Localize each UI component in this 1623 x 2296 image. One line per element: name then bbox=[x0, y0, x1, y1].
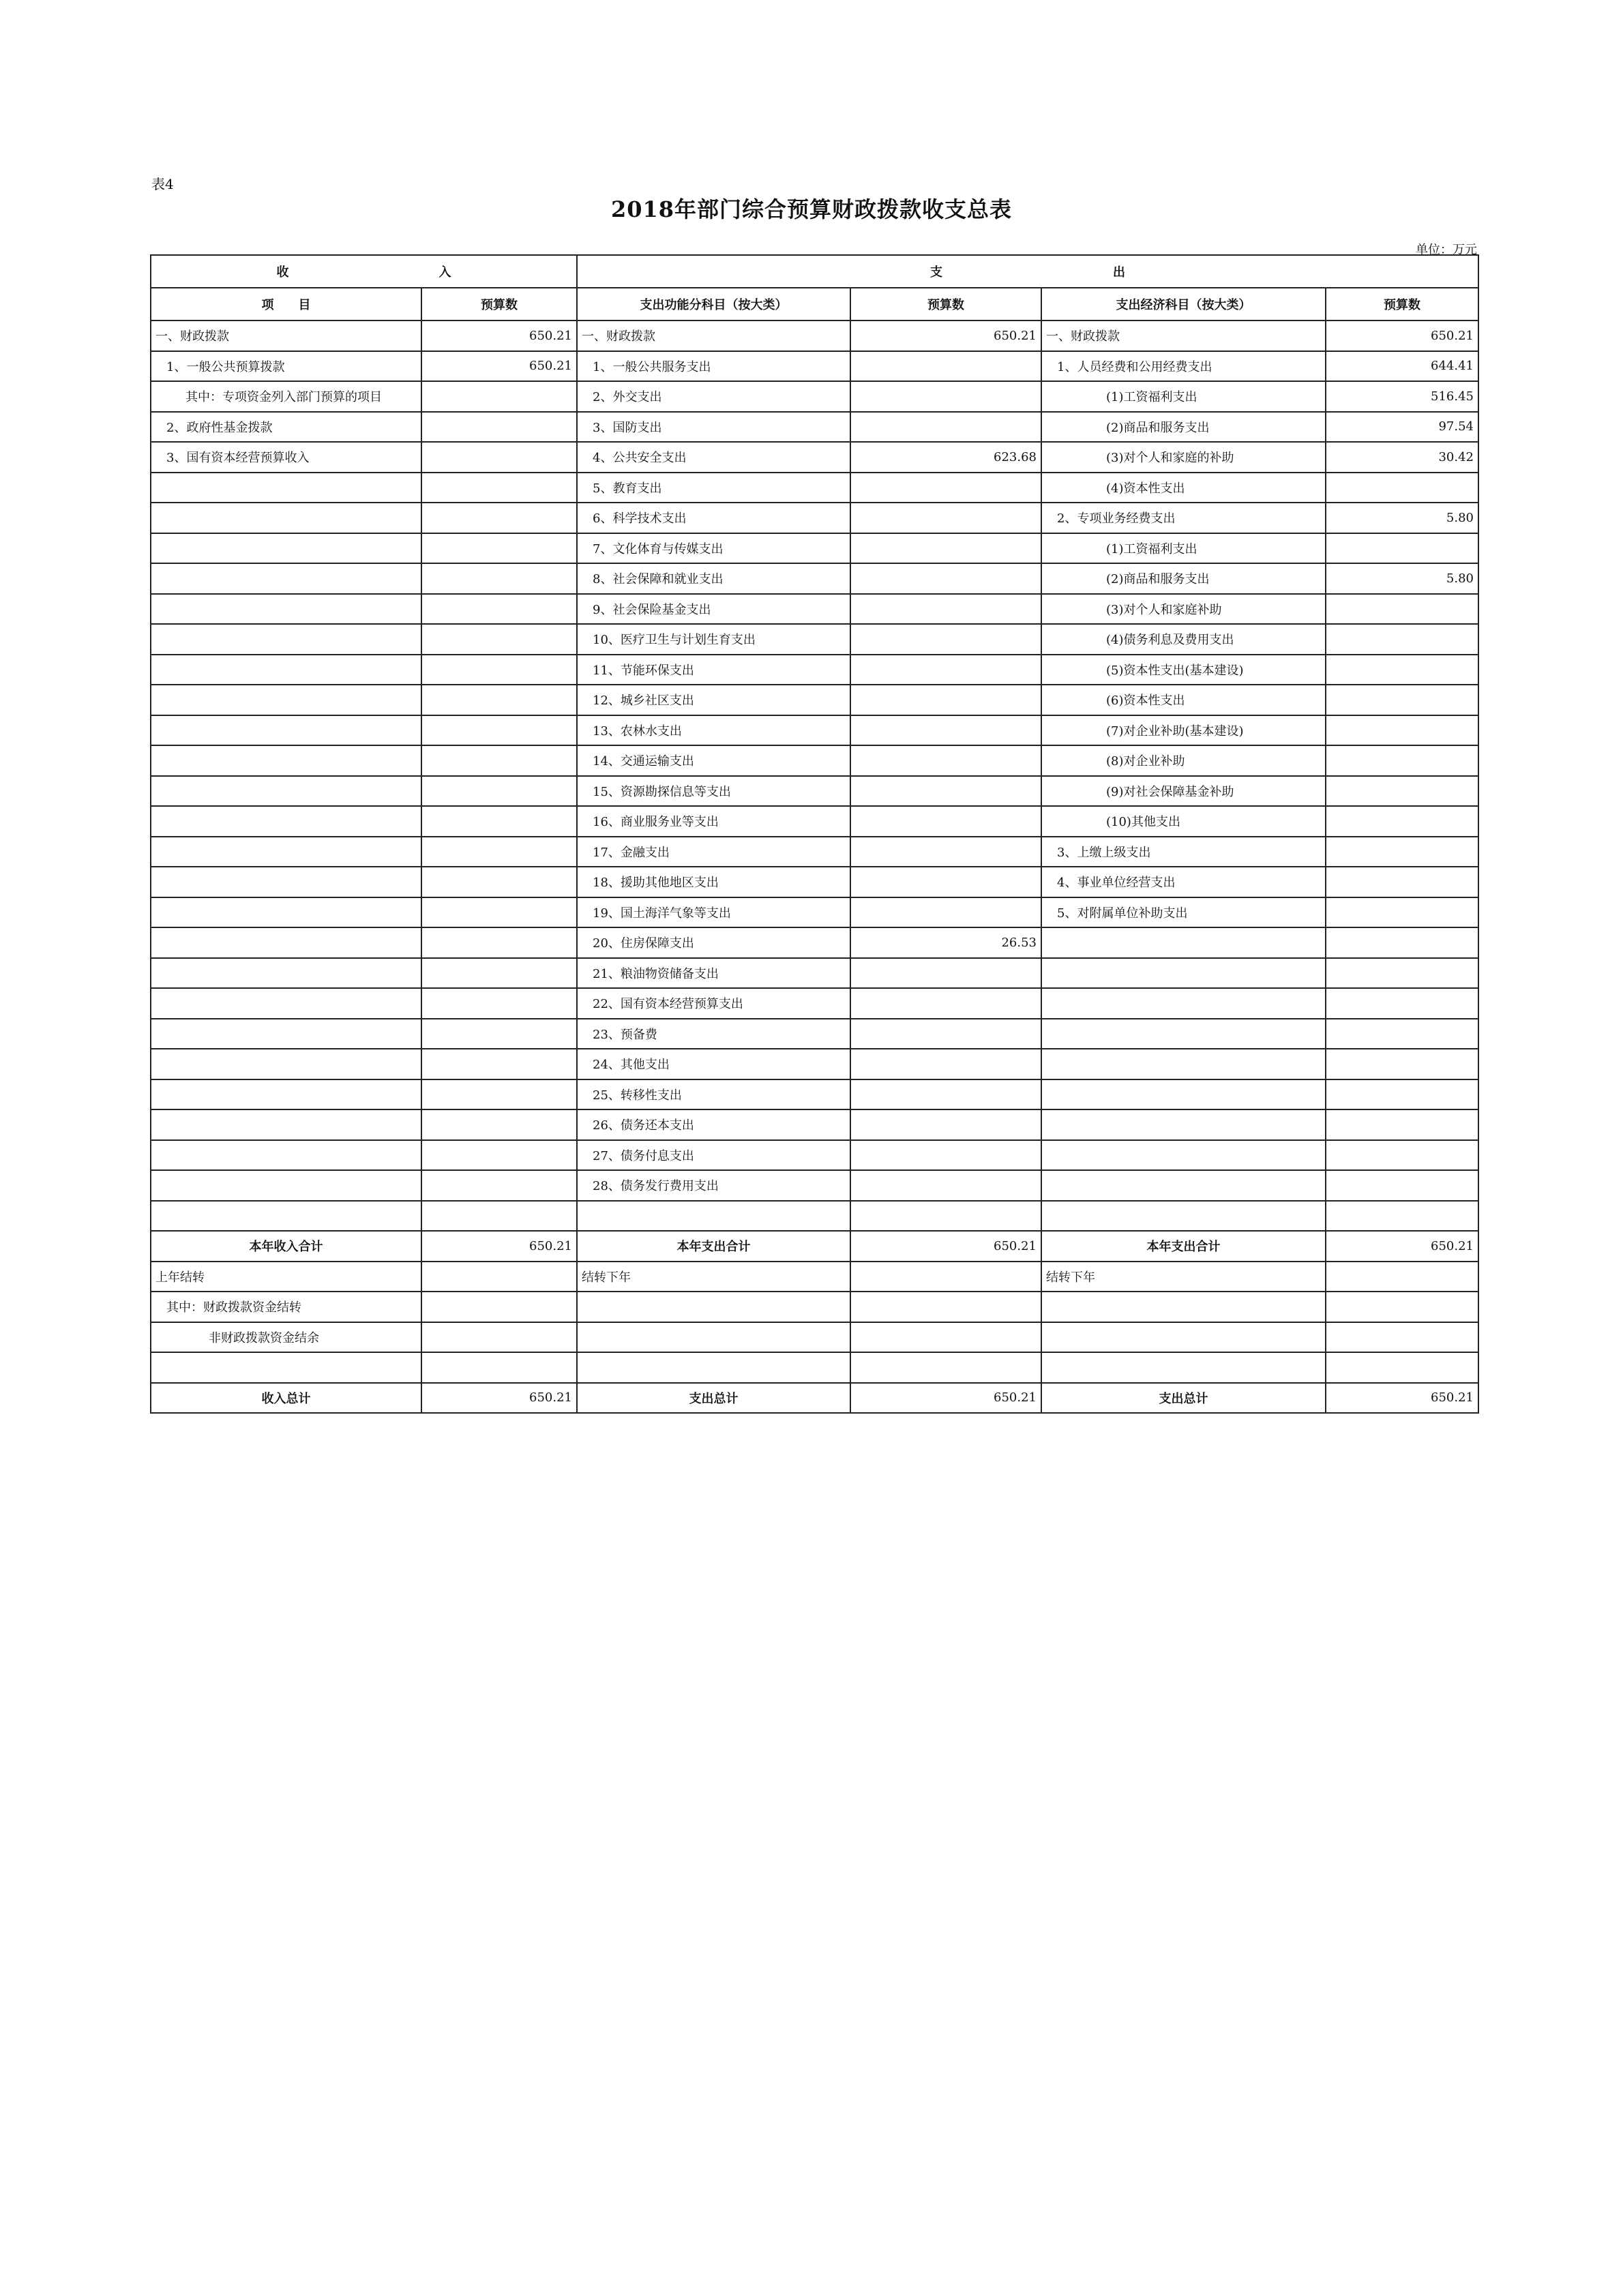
income-budget-cell bbox=[421, 1049, 577, 1079]
expense-group-header bbox=[577, 255, 1478, 288]
func-item-cell: 9、社会保险基金支出 bbox=[577, 594, 850, 625]
income-budget-cell bbox=[421, 412, 577, 443]
income-group-header bbox=[151, 255, 577, 288]
econ-budget-cell bbox=[1326, 958, 1478, 989]
table-row bbox=[151, 533, 1478, 564]
table-row bbox=[151, 655, 1478, 685]
econ-item-cell: 3、上缴上级支出 bbox=[1041, 837, 1326, 867]
income-budget-cell: 650.21 bbox=[421, 320, 577, 351]
income-item-cell bbox=[151, 776, 421, 807]
income-budget-cell bbox=[421, 867, 577, 897]
table-row bbox=[151, 1109, 1478, 1140]
income-item-cell bbox=[151, 837, 421, 867]
econ-item-cell: 1、人员经费和公用经费支出 bbox=[1041, 351, 1326, 382]
econ-budget-cell bbox=[1326, 1170, 1478, 1201]
func-budget-cell bbox=[850, 837, 1041, 867]
func-budget-cell bbox=[850, 745, 1041, 776]
econ-budget-cell bbox=[1326, 1079, 1478, 1110]
econ-item-cell: (1)工资福利支出 bbox=[1041, 533, 1326, 564]
income-item-cell bbox=[151, 533, 421, 564]
func-budget-cell bbox=[850, 1140, 1041, 1171]
econ-item-cell bbox=[1041, 1079, 1326, 1110]
econ-budget-cell bbox=[1326, 1109, 1478, 1140]
cell bbox=[151, 1352, 421, 1383]
unit-label: 单位：万元 bbox=[1416, 243, 1477, 257]
income-budget-cell bbox=[421, 533, 577, 564]
func-item-cell: 3、国防支出 bbox=[577, 412, 850, 443]
econ-item-cell: (8)对企业补助 bbox=[1041, 745, 1326, 776]
income-total-value: 650.21 bbox=[421, 1383, 577, 1414]
func-item-cell: 18、援助其他地区支出 bbox=[577, 867, 850, 897]
income-item-cell bbox=[151, 867, 421, 897]
econ-item-cell: 5、对附属单位补助支出 bbox=[1041, 897, 1326, 928]
econ-item-cell: (4)债务利息及费用支出 bbox=[1041, 624, 1326, 655]
cell bbox=[421, 1352, 577, 1383]
func-budget-cell bbox=[850, 958, 1041, 989]
col-header-budget: 预算数 bbox=[850, 288, 1041, 320]
table-row bbox=[151, 1049, 1478, 1079]
table-row bbox=[151, 351, 1478, 382]
income-budget-cell bbox=[421, 806, 577, 837]
income-budget-cell bbox=[421, 503, 577, 533]
table-row bbox=[151, 1201, 1478, 1232]
carry-out-label: 结转下年 bbox=[577, 1262, 850, 1292]
col-header-econ: 支出经济科目（按大类） bbox=[1041, 288, 1326, 320]
econ-item-cell bbox=[1041, 988, 1326, 1019]
income-budget-cell bbox=[421, 624, 577, 655]
income-group-char-1: 收 bbox=[276, 265, 289, 280]
income-item-cell bbox=[151, 473, 421, 503]
carry-out-label: 结转下年 bbox=[1041, 1262, 1326, 1292]
budget-table bbox=[150, 254, 1479, 1414]
income-item-cell bbox=[151, 1140, 421, 1171]
table-row bbox=[151, 563, 1478, 594]
econ-budget-cell bbox=[1326, 1049, 1478, 1079]
func-item-cell: 22、国有资本经营预算支出 bbox=[577, 988, 850, 1019]
income-item-cell bbox=[151, 927, 421, 958]
table-row bbox=[151, 473, 1478, 503]
econ-budget-cell: 5.80 bbox=[1326, 563, 1478, 594]
carry-in-sub2-label: 非财政拨款资金结余 bbox=[151, 1322, 421, 1353]
econ-budget-cell bbox=[1326, 1201, 1478, 1232]
income-budget-cell bbox=[421, 837, 577, 867]
func-item-cell: 20、住房保障支出 bbox=[577, 927, 850, 958]
table-row bbox=[151, 958, 1478, 989]
func-budget-cell bbox=[850, 1049, 1041, 1079]
income-item-cell bbox=[151, 655, 421, 685]
summary-row bbox=[151, 1383, 1478, 1414]
summary-row bbox=[151, 1322, 1478, 1353]
income-budget-cell bbox=[421, 1079, 577, 1110]
cell bbox=[850, 1352, 1041, 1383]
income-item-cell bbox=[151, 806, 421, 837]
func-item-cell: 14、交通运输支出 bbox=[577, 745, 850, 776]
table-row bbox=[151, 624, 1478, 655]
econ-budget-cell bbox=[1326, 806, 1478, 837]
income-budget-cell bbox=[421, 1201, 577, 1232]
income-item-cell bbox=[151, 1201, 421, 1232]
year-income-total-label: 本年收入合计 bbox=[151, 1231, 421, 1262]
table-row bbox=[151, 1170, 1478, 1201]
income-item-cell: 其中：专项资金列入部门预算的项目 bbox=[151, 381, 421, 412]
econ-budget-cell: 650.21 bbox=[1326, 320, 1478, 351]
income-budget-cell: 650.21 bbox=[421, 351, 577, 382]
econ-budget-cell bbox=[1326, 655, 1478, 685]
func-budget-cell bbox=[850, 806, 1041, 837]
func-item-cell: 27、债务付息支出 bbox=[577, 1140, 850, 1171]
econ-budget-cell bbox=[1326, 776, 1478, 807]
func-item-cell: 12、城乡社区支出 bbox=[577, 685, 850, 715]
func-budget-cell: 26.53 bbox=[850, 927, 1041, 958]
econ-item-cell bbox=[1041, 927, 1326, 958]
func-budget-cell bbox=[850, 381, 1041, 412]
func-budget-cell bbox=[850, 1201, 1041, 1232]
income-budget-cell bbox=[421, 1170, 577, 1201]
econ-budget-cell bbox=[1326, 897, 1478, 928]
income-budget-cell bbox=[421, 745, 577, 776]
table-row bbox=[151, 1140, 1478, 1171]
func-budget-cell bbox=[850, 624, 1041, 655]
table-row bbox=[151, 381, 1478, 412]
income-budget-cell bbox=[421, 1140, 577, 1171]
func-budget-cell bbox=[850, 655, 1041, 685]
income-budget-cell bbox=[421, 381, 577, 412]
income-budget-cell bbox=[421, 715, 577, 746]
expense-total-label: 支出总计 bbox=[1041, 1383, 1326, 1414]
func-budget-cell bbox=[850, 1109, 1041, 1140]
econ-item-cell: (9)对社会保障基金补助 bbox=[1041, 776, 1326, 807]
func-item-cell: 2、外交支出 bbox=[577, 381, 850, 412]
econ-item-cell bbox=[1041, 1201, 1326, 1232]
income-item-cell: 1、一般公共预算拨款 bbox=[151, 351, 421, 382]
econ-item-cell bbox=[1041, 958, 1326, 989]
econ-budget-cell bbox=[1326, 837, 1478, 867]
table-row bbox=[151, 1079, 1478, 1110]
func-item-cell: 25、转移性支出 bbox=[577, 1079, 850, 1110]
income-item-cell bbox=[151, 1109, 421, 1140]
func-budget-cell bbox=[850, 1019, 1041, 1049]
func-budget-cell bbox=[850, 685, 1041, 715]
econ-budget-cell bbox=[1326, 473, 1478, 503]
econ-item-cell: (5)资本性支出(基本建设) bbox=[1041, 655, 1326, 685]
econ-item-cell: 2、专项业务经费支出 bbox=[1041, 503, 1326, 533]
func-budget-cell bbox=[850, 473, 1041, 503]
cell bbox=[577, 1292, 850, 1322]
col-header-item: 项 目 bbox=[151, 288, 421, 320]
cell bbox=[850, 1292, 1041, 1322]
year-income-total-value: 650.21 bbox=[421, 1231, 577, 1262]
cell bbox=[1326, 1292, 1478, 1322]
econ-item-cell bbox=[1041, 1049, 1326, 1079]
func-item-cell: 7、文化体育与传媒支出 bbox=[577, 533, 850, 564]
func-item-cell: 5、教育支出 bbox=[577, 473, 850, 503]
income-budget-cell bbox=[421, 958, 577, 989]
income-item-cell bbox=[151, 1049, 421, 1079]
table-row bbox=[151, 927, 1478, 958]
income-budget-cell bbox=[421, 473, 577, 503]
carry-in-sub1-label: 其中：财政拨款资金结转 bbox=[151, 1292, 421, 1322]
income-item-cell bbox=[151, 503, 421, 533]
func-item-cell: 8、社会保障和就业支出 bbox=[577, 563, 850, 594]
table-row bbox=[151, 745, 1478, 776]
func-budget-cell bbox=[850, 563, 1041, 594]
table-row bbox=[151, 685, 1478, 715]
econ-budget-cell: 30.42 bbox=[1326, 442, 1478, 473]
func-item-cell: 23、预备费 bbox=[577, 1019, 850, 1049]
income-item-cell bbox=[151, 745, 421, 776]
table-row bbox=[151, 837, 1478, 867]
col-header-func: 支出功能分科目（按大类） bbox=[577, 288, 850, 320]
econ-item-cell: (6)资本性支出 bbox=[1041, 685, 1326, 715]
year-expense-total-econ-value: 650.21 bbox=[1326, 1231, 1478, 1262]
income-budget-cell bbox=[421, 776, 577, 807]
table-row bbox=[151, 320, 1478, 351]
cell bbox=[421, 1322, 577, 1353]
table-row bbox=[151, 1019, 1478, 1049]
income-budget-cell bbox=[421, 442, 577, 473]
income-group-char-2: 入 bbox=[438, 265, 451, 280]
func-item-cell: 1、一般公共服务支出 bbox=[577, 351, 850, 382]
income-item-cell: 3、国有资本经营预算收入 bbox=[151, 442, 421, 473]
econ-item-cell: 一、财政拨款 bbox=[1041, 320, 1326, 351]
cell bbox=[850, 1322, 1041, 1353]
table-number: 表4 bbox=[151, 176, 174, 192]
econ-budget-cell bbox=[1326, 533, 1478, 564]
table-row bbox=[151, 715, 1478, 746]
func-item-cell: 一、财政拨款 bbox=[577, 320, 850, 351]
carry-out-value bbox=[1326, 1262, 1478, 1292]
carry-out-value bbox=[850, 1262, 1041, 1292]
cell bbox=[1041, 1322, 1326, 1353]
func-item-cell: 28、债务发行费用支出 bbox=[577, 1170, 850, 1201]
econ-budget-cell bbox=[1326, 927, 1478, 958]
econ-budget-cell bbox=[1326, 745, 1478, 776]
econ-item-cell: (7)对企业补助(基本建设) bbox=[1041, 715, 1326, 746]
page-title: 2018年部门综合预算财政拨款收支总表 bbox=[610, 196, 1013, 222]
income-item-cell: 2、政府性基金拨款 bbox=[151, 412, 421, 443]
summary-row bbox=[151, 1262, 1478, 1292]
func-budget-cell bbox=[850, 988, 1041, 1019]
table-row bbox=[151, 442, 1478, 473]
income-item-cell bbox=[151, 1079, 421, 1110]
cell bbox=[577, 1352, 850, 1383]
econ-budget-cell bbox=[1326, 715, 1478, 746]
func-item-cell: 24、其他支出 bbox=[577, 1049, 850, 1079]
year-expense-total-label: 本年支出合计 bbox=[577, 1231, 850, 1262]
func-item-cell: 21、粮油物资储备支出 bbox=[577, 958, 850, 989]
func-budget-cell bbox=[850, 351, 1041, 382]
func-budget-cell bbox=[850, 867, 1041, 897]
income-budget-cell bbox=[421, 897, 577, 928]
cell bbox=[1041, 1292, 1326, 1322]
income-budget-cell bbox=[421, 988, 577, 1019]
func-item-cell: 6、科学技术支出 bbox=[577, 503, 850, 533]
income-item-cell bbox=[151, 1170, 421, 1201]
func-item-cell: 26、债务还本支出 bbox=[577, 1109, 850, 1140]
econ-item-cell: (2)商品和服务支出 bbox=[1041, 563, 1326, 594]
income-item-cell bbox=[151, 988, 421, 1019]
func-budget-cell bbox=[850, 776, 1041, 807]
func-item-cell: 11、节能环保支出 bbox=[577, 655, 850, 685]
func-item-cell: 13、农林水支出 bbox=[577, 715, 850, 746]
table-row bbox=[151, 867, 1478, 897]
table-row bbox=[151, 806, 1478, 837]
func-item-cell: 10、医疗卫生与计划生育支出 bbox=[577, 624, 850, 655]
expense-group-char-2: 出 bbox=[1113, 265, 1125, 280]
econ-item-cell: (10)其他支出 bbox=[1041, 806, 1326, 837]
func-budget-cell: 650.21 bbox=[850, 320, 1041, 351]
econ-item-cell bbox=[1041, 1109, 1326, 1140]
econ-budget-cell bbox=[1326, 988, 1478, 1019]
econ-budget-cell bbox=[1326, 1140, 1478, 1171]
income-item-cell bbox=[151, 958, 421, 989]
func-budget-cell bbox=[850, 594, 1041, 625]
econ-budget-cell: 644.41 bbox=[1326, 351, 1478, 382]
income-budget-cell bbox=[421, 594, 577, 625]
func-budget-cell bbox=[850, 897, 1041, 928]
table-row bbox=[151, 988, 1478, 1019]
income-item-cell bbox=[151, 715, 421, 746]
econ-item-cell: 4、事业单位经营支出 bbox=[1041, 867, 1326, 897]
expense-group-char-1: 支 bbox=[930, 265, 942, 280]
column-header-row bbox=[151, 288, 1478, 320]
econ-budget-cell: 5.80 bbox=[1326, 503, 1478, 533]
summary-row bbox=[151, 1231, 1478, 1262]
cell bbox=[421, 1292, 577, 1322]
func-budget-cell bbox=[850, 1079, 1041, 1110]
func-budget-cell bbox=[850, 1170, 1041, 1201]
econ-item-cell bbox=[1041, 1170, 1326, 1201]
econ-item-cell: (1)工资福利支出 bbox=[1041, 381, 1326, 412]
econ-budget-cell bbox=[1326, 594, 1478, 625]
func-item-cell: 15、资源勘探信息等支出 bbox=[577, 776, 850, 807]
econ-item-cell: (3)对个人和家庭补助 bbox=[1041, 594, 1326, 625]
table-row bbox=[151, 594, 1478, 625]
econ-item-cell: (3)对个人和家庭的补助 bbox=[1041, 442, 1326, 473]
expense-total-econ-value: 650.21 bbox=[1326, 1383, 1478, 1414]
income-item-cell bbox=[151, 594, 421, 625]
carry-in-value bbox=[421, 1262, 577, 1292]
func-budget-cell bbox=[850, 715, 1041, 746]
col-header-budget: 预算数 bbox=[1326, 288, 1478, 320]
expense-total-label: 支出总计 bbox=[577, 1383, 850, 1414]
econ-item-cell: (2)商品和服务支出 bbox=[1041, 412, 1326, 443]
income-item-cell bbox=[151, 1019, 421, 1049]
cell bbox=[1041, 1352, 1326, 1383]
year-expense-total-label: 本年支出合计 bbox=[1041, 1231, 1326, 1262]
col-header-budget: 预算数 bbox=[421, 288, 577, 320]
econ-item-cell bbox=[1041, 1019, 1326, 1049]
income-budget-cell bbox=[421, 1019, 577, 1049]
income-budget-cell bbox=[421, 563, 577, 594]
income-budget-cell bbox=[421, 1109, 577, 1140]
econ-budget-cell bbox=[1326, 1019, 1478, 1049]
summary-row bbox=[151, 1292, 1478, 1322]
econ-item-cell: (4)资本性支出 bbox=[1041, 473, 1326, 503]
econ-item-cell bbox=[1041, 1140, 1326, 1171]
carry-in-label: 上年结转 bbox=[151, 1262, 421, 1292]
summary-row bbox=[151, 1352, 1478, 1383]
table-row bbox=[151, 503, 1478, 533]
income-item-cell bbox=[151, 563, 421, 594]
func-item-cell: 19、国土海洋气象等支出 bbox=[577, 897, 850, 928]
income-budget-cell bbox=[421, 927, 577, 958]
table-row bbox=[151, 412, 1478, 443]
econ-budget-cell bbox=[1326, 685, 1478, 715]
func-item-cell: 17、金融支出 bbox=[577, 837, 850, 867]
income-total-label: 收入总计 bbox=[151, 1383, 421, 1414]
cell bbox=[577, 1322, 850, 1353]
income-item-cell bbox=[151, 685, 421, 715]
group-header-row bbox=[151, 255, 1478, 288]
func-budget-cell bbox=[850, 503, 1041, 533]
func-budget-cell: 623.68 bbox=[850, 442, 1041, 473]
econ-budget-cell bbox=[1326, 867, 1478, 897]
func-item-cell: 4、公共安全支出 bbox=[577, 442, 850, 473]
econ-budget-cell bbox=[1326, 624, 1478, 655]
income-budget-cell bbox=[421, 685, 577, 715]
cell bbox=[1326, 1352, 1478, 1383]
func-item-cell bbox=[577, 1201, 850, 1232]
year-expense-total-func-value: 650.21 bbox=[850, 1231, 1041, 1262]
func-budget-cell bbox=[850, 412, 1041, 443]
econ-budget-cell: 97.54 bbox=[1326, 412, 1478, 443]
income-item-cell bbox=[151, 624, 421, 655]
econ-budget-cell: 516.45 bbox=[1326, 381, 1478, 412]
func-budget-cell bbox=[850, 533, 1041, 564]
income-item-cell bbox=[151, 897, 421, 928]
income-budget-cell bbox=[421, 655, 577, 685]
table-row bbox=[151, 897, 1478, 928]
income-item-cell: 一、财政拨款 bbox=[151, 320, 421, 351]
cell bbox=[1326, 1322, 1478, 1353]
table-row bbox=[151, 776, 1478, 807]
func-item-cell: 16、商业服务业等支出 bbox=[577, 806, 850, 837]
expense-total-func-value: 650.21 bbox=[850, 1383, 1041, 1414]
